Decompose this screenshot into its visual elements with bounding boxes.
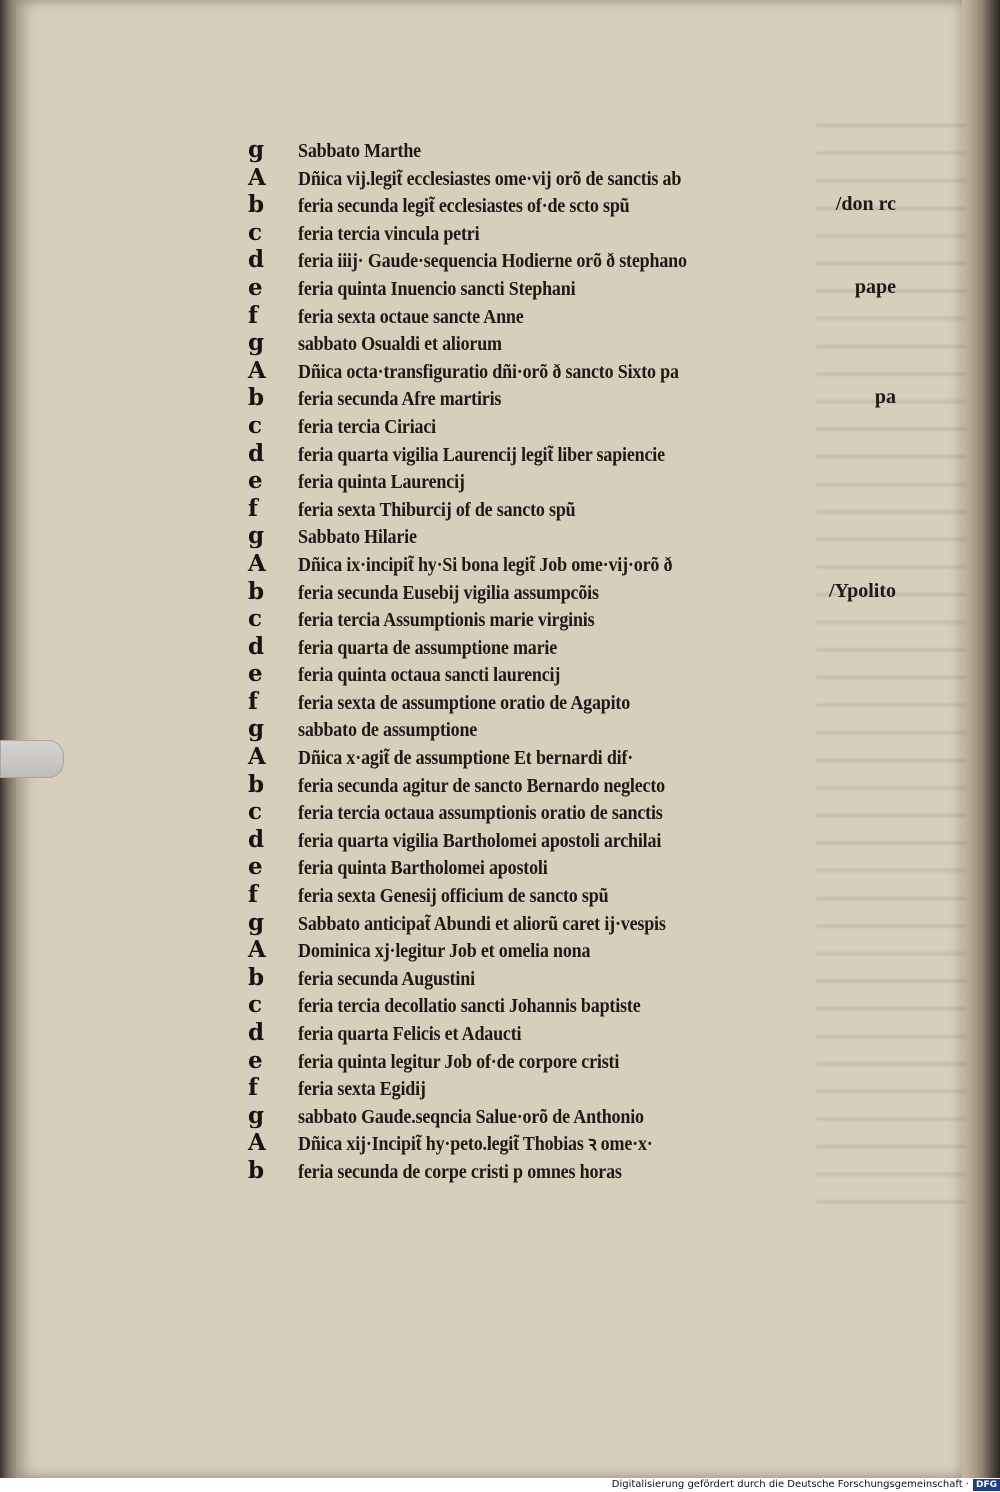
dominical-letter: e xyxy=(248,467,263,495)
liturgical-entry: sabbato Gaude.seqncia Salue·orõ de Anthonio xyxy=(298,1105,644,1128)
calendar-row xyxy=(248,136,908,164)
liturgical-entry: sabbato Osualdi et aliorum xyxy=(298,333,502,356)
liturgical-entry: Sabbato Hilarie xyxy=(298,526,417,549)
marginal-note: pa xyxy=(874,386,896,409)
dominical-letter: g xyxy=(248,908,265,936)
dominical-letter: f xyxy=(248,301,258,329)
dominical-letter: c xyxy=(248,991,263,1019)
dominical-letter: e xyxy=(248,1046,263,1074)
calendar-row xyxy=(248,660,908,688)
bookmark-clip xyxy=(0,740,64,778)
calendar-row xyxy=(248,274,908,302)
calendar-row xyxy=(248,909,908,937)
calendar-row xyxy=(248,964,908,992)
calendar-row xyxy=(248,495,908,523)
calendar-row xyxy=(248,522,908,550)
dominical-letter: f xyxy=(248,1074,258,1102)
dominical-letter: g xyxy=(248,522,265,550)
dominical-letter: c xyxy=(248,605,263,633)
dominical-letter: b xyxy=(248,384,265,412)
marginal-note: /Ypolito xyxy=(828,579,896,602)
calendar-row xyxy=(248,853,908,881)
dominical-letter: f xyxy=(248,687,258,715)
calendar-row xyxy=(248,578,908,606)
calendar-row xyxy=(248,384,908,412)
liturgical-entry: feria sexta octaue sancte Anne xyxy=(298,305,524,328)
liturgical-entry: feria secunda Eusebij vigilia assumpcõis xyxy=(298,581,599,604)
calendar-row xyxy=(248,219,908,247)
liturgical-entry: feria tercia octaua assumptionis oratio de sanctis xyxy=(298,802,663,825)
liturgical-entry: feria secunda Afre martiris xyxy=(298,388,502,411)
liturgical-entry: Sabbato Marthe xyxy=(298,140,421,162)
calendar-row xyxy=(248,329,908,357)
calendar-row xyxy=(248,440,908,468)
footer-credit: Digitalisierung gefördert durch die Deutsche Forschungsgemeinschaft · xyxy=(611,1479,969,1490)
liturgical-entry: Sabbato anticipat̃ Abundi et aliorũ caret ij·vespis xyxy=(298,912,666,935)
dominical-letter: A xyxy=(248,356,266,384)
liturgical-entry: feria sexta de assumptione oratio de Agapito xyxy=(298,691,631,714)
dominical-letter: d xyxy=(248,1019,265,1046)
liturgical-entry: Dñica ix·incipit̃ hy·Si bona legit̃ Job ome·vij·orõ ð xyxy=(298,553,673,576)
liturgical-entry: feria tercia decollatio sancti Johannis baptiste xyxy=(298,995,641,1018)
dominical-letter: d xyxy=(248,825,265,853)
liturgical-entry: feria quarta vigilia Bartholomei apostoli archilai xyxy=(298,829,662,852)
liturgical-entry: feria tercia vincula petri xyxy=(298,222,480,245)
dominical-letter: g xyxy=(248,715,265,743)
calendar-row xyxy=(248,688,908,716)
calendar-row xyxy=(248,881,908,909)
liturgical-entry: feria secunda legit̃ ecclesiastes of·de scto spũ xyxy=(298,195,630,218)
dominical-letter: e xyxy=(248,853,263,881)
calendar-row xyxy=(248,633,908,661)
calendar-row xyxy=(248,1157,908,1185)
liturgical-entry: feria sexta Egidij xyxy=(298,1078,426,1101)
marginal-note: /don rc xyxy=(835,193,896,216)
calendar-row xyxy=(248,936,908,964)
liturgical-entry: Dñica xij·Incipit̃ hy·peto.legit̃ Thobias ꝛ ome·x· xyxy=(298,1133,653,1156)
liturgical-entry: Dñica x·agit̃ de assumptione Et bernardi dif· xyxy=(298,747,634,770)
liturgical-entry: feria quinta Bartholomei apostoli xyxy=(298,857,548,880)
liturgical-entry: feria quarta vigilia Laurencij legit̃ liber sapiencie xyxy=(298,443,665,466)
dominical-letter: f xyxy=(248,881,258,909)
dominical-letter: e xyxy=(248,273,263,301)
digitization-footer xyxy=(0,1478,1000,1492)
liturgical-entry: Dominica xj·legitur Job et omelia nona xyxy=(298,940,591,963)
liturgical-entry: feria sexta Thiburcij of de sancto spũ xyxy=(298,498,576,521)
dominical-letter: g xyxy=(248,1101,265,1129)
calendar-row xyxy=(248,302,908,330)
calendar-row xyxy=(248,412,908,440)
calendar-row xyxy=(248,743,908,771)
marginal-note: pape xyxy=(854,275,896,298)
liturgical-entry: sabbato de assumptione xyxy=(298,719,478,742)
dominical-letter: g xyxy=(248,136,265,163)
calendar-row xyxy=(248,605,908,633)
calendar-row xyxy=(248,798,908,826)
book-page xyxy=(16,0,962,1478)
liturgical-entry: Dñica octa·transfiguratio dñi·orõ ð sancto Sixto pa xyxy=(298,360,679,383)
dominical-letter: c xyxy=(248,798,263,826)
dominical-letter: b xyxy=(248,1156,265,1184)
calendar-row xyxy=(248,1074,908,1102)
liturgical-entry: feria tercia Ciriaci xyxy=(298,415,436,438)
dominical-letter: A xyxy=(248,936,266,964)
dominical-letter: A xyxy=(248,743,266,771)
calendar-row xyxy=(248,1129,908,1157)
liturgical-entry: feria sexta Genesij officium de sancto spũ xyxy=(298,885,609,908)
dominical-letter: b xyxy=(248,577,265,605)
dominical-letter: b xyxy=(248,191,265,219)
dominical-letter: c xyxy=(248,218,263,246)
liturgical-entry: feria secunda agitur de sancto Bernardo neglecto xyxy=(298,774,665,797)
liturgical-entry: feria quarta Felicis et Adaucti xyxy=(298,1023,522,1045)
dominical-letter: A xyxy=(248,1129,266,1157)
dominical-letter: b xyxy=(248,770,265,798)
book-edge-right xyxy=(960,0,1000,1478)
dfg-logo: DFG xyxy=(973,1479,1000,1491)
dominical-letter: c xyxy=(248,411,263,439)
liturgical-entry: feria quinta octaua sancti laurencij xyxy=(298,664,561,687)
calendar-row xyxy=(248,550,908,578)
dominical-letter: d xyxy=(248,246,265,274)
liturgical-entry: feria quarta de assumptione marie xyxy=(298,636,558,659)
calendar-row xyxy=(248,771,908,799)
calendar-row xyxy=(248,715,908,743)
dominical-letter: A xyxy=(248,549,266,577)
calendar-row xyxy=(248,164,908,192)
calendar-row xyxy=(248,991,908,1019)
dominical-letter: d xyxy=(248,632,265,660)
calendar-row xyxy=(248,191,908,219)
calendar-row xyxy=(248,357,908,385)
dominical-letter: e xyxy=(248,660,263,688)
liturgical-entry: feria quinta Inuencio sancti Stephani xyxy=(298,277,576,300)
calendar-entries xyxy=(248,136,908,1185)
liturgical-entry: feria quinta legitur Job of·de corpore cristi xyxy=(298,1050,620,1073)
calendar-row xyxy=(248,1102,908,1130)
calendar-row xyxy=(248,1019,908,1047)
liturgical-entry: Dñica vij.legit̃ ecclesiastes ome·vij orõ de sanctis ab xyxy=(298,167,682,190)
calendar-row xyxy=(248,246,908,274)
dominical-letter: b xyxy=(248,963,265,991)
calendar-row xyxy=(248,1047,908,1075)
calendar-row xyxy=(248,826,908,854)
liturgical-entry: feria secunda Augustini xyxy=(298,967,475,990)
liturgical-entry: feria iiij· Gaude·sequencia Hodierne orõ ð stephano xyxy=(298,250,687,273)
calendar-row xyxy=(248,467,908,495)
dominical-letter: d xyxy=(248,439,265,467)
dominical-letter: f xyxy=(248,494,258,522)
liturgical-entry: feria secunda de corpe cristi p omnes horas xyxy=(298,1160,622,1183)
dominical-letter: A xyxy=(248,163,266,191)
liturgical-entry: feria tercia Assumptionis marie virginis xyxy=(298,609,595,632)
dominical-letter: g xyxy=(248,329,265,357)
liturgical-entry: feria quinta Laurencij xyxy=(298,471,465,494)
